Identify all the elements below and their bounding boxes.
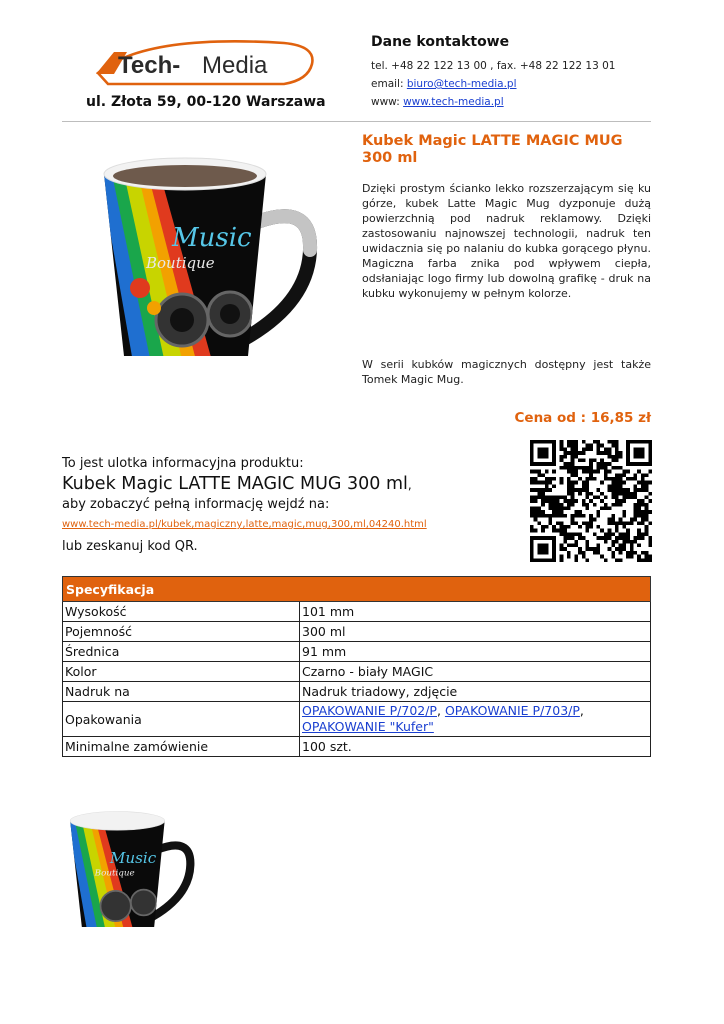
product-image — [90, 138, 330, 370]
spec-value: 100 szt. — [300, 737, 651, 757]
spec-key: Opakowania — [63, 702, 300, 737]
link-separator: , — [436, 703, 445, 718]
spec-value: Nadruk triadowy, zdjęcie — [300, 682, 651, 702]
leaflet-qr-text: lub zeskanuj kod QR. — [62, 539, 198, 554]
product-image-thumbnail — [62, 795, 202, 940]
www-label: www: — [371, 96, 404, 108]
spec-value: 91 mm — [300, 642, 651, 662]
mug-print-boutique: Boutique — [146, 254, 215, 272]
spec-header: Specyfikacja — [63, 577, 651, 602]
mug-print-music: Music — [109, 848, 157, 867]
spec-key: Nadruk na — [63, 682, 300, 702]
email-link[interactable]: biuro@tech-media.pl — [406, 78, 517, 90]
spec-key: Kolor — [63, 662, 300, 682]
leaflet-product-name — [62, 474, 412, 494]
leaflet-name-suffix: , — [407, 478, 412, 492]
table-row — [63, 642, 651, 662]
logo-text-tech: Tech- — [118, 52, 181, 79]
table-row — [63, 622, 651, 642]
spec-value: 300 ml — [300, 622, 651, 642]
header-divider — [62, 121, 651, 122]
product-title: Kubek Magic LATTE MAGIC MUG 300 ml — [362, 133, 623, 166]
table-row — [63, 682, 651, 702]
product-description: Dzięki prostym ścianko lekko rozszerzającym się ku górze, kubek Latte Magic Mug dyzponuje dużą powierzchnią pod nadruk reklamowy. Dzięki zastosowaniu najnowszej technologii, nadruk ten uwidacznia się po nalaniu do kubka gorącego płynu. Magiczna farba znika pod wpływem ciepła, odsłaniając logo firmy lub dowolną grafikę - druk na kubku wykonujemy w pełnym kolorze. — [362, 182, 651, 300]
email-label: email: — [371, 78, 407, 90]
table-row — [63, 602, 651, 622]
qr-code-icon — [530, 440, 652, 562]
spec-value: 101 mm — [300, 602, 651, 622]
spec-key: Wysokość — [63, 602, 300, 622]
leaflet-product-name-text: Kubek Magic LATTE MAGIC MUG 300 ml — [62, 474, 408, 494]
leaflet-see-more: aby zobaczyć pełną informację wejdź na: — [62, 497, 330, 512]
spec-key: Minimalne zamówienie — [63, 737, 300, 757]
mug-print-music: Music — [172, 223, 252, 253]
packaging-link-702[interactable]: OPAKOWANIE P/702/P — [302, 703, 437, 718]
product-price: Cena od : 16,85 zł — [514, 410, 651, 426]
spec-key: Pojemność — [63, 622, 300, 642]
product-url-link[interactable]: www.tech-media.pl/kubek,magiczny,latte,magic,mug,300,ml,04240.html — [62, 519, 427, 530]
company-address: ul. Złota 59, 00-120 Warszawa — [86, 94, 326, 110]
contact-title: Dane kontaktowe — [371, 34, 510, 50]
packaging-link-kufer[interactable]: OPAKOWANIE "Kufer" — [302, 719, 434, 734]
spec-key: Średnica — [63, 642, 300, 662]
phone-fax-line: tel. +48 22 122 13 00 , fax. +48 22 122 13 01 — [371, 60, 616, 72]
email-line — [371, 78, 661, 90]
link-separator: , — [579, 703, 584, 718]
spec-table — [62, 576, 651, 757]
contact-block — [371, 34, 661, 114]
website-link[interactable]: www.tech-media.pl — [403, 96, 504, 108]
table-row — [63, 662, 651, 682]
table-row — [63, 702, 651, 737]
spec-value: Czarno - biały MAGIC — [300, 662, 651, 682]
table-row — [63, 737, 651, 757]
logo-text-media: Media — [202, 52, 268, 79]
tech-media-logo[interactable] — [94, 40, 318, 86]
leaflet-intro: To jest ulotka informacyjna produktu: — [62, 456, 304, 471]
packaging-link-703[interactable]: OPAKOWANIE P/703/P — [444, 703, 580, 718]
spec-header-row — [63, 577, 651, 602]
mug-print-boutique: Boutique — [94, 868, 135, 879]
spec-value-links — [300, 702, 651, 737]
www-line — [371, 96, 661, 108]
product-description-extra: W serii kubków magicznych dostępny jest także Tomek Magic Mug. — [362, 358, 651, 386]
